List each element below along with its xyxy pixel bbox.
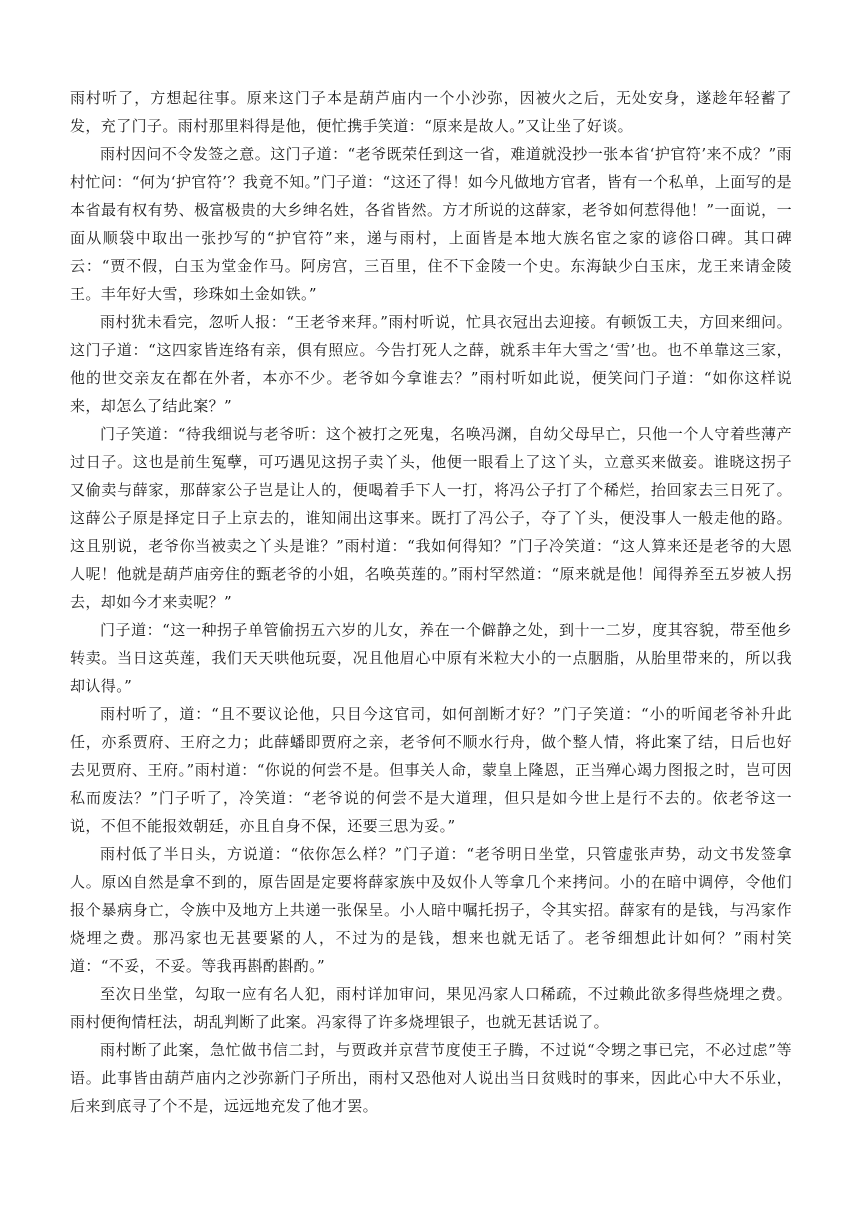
paragraph: 雨村断了此案，急忙做书信二封，与贾政并京营节度使王子腾，不过说“令甥之事已完，不必过虑”等语。此事皆由葫芦庙内之沙弥新门子所出，雨村又恐他对人说出当日贫贱时的事来，因此心中大不乐业，后来到底寻了个不是，远远地充发了他才罢。 — [70, 1041, 792, 1115]
paragraph: 至次日坐堂，勾取一应有名人犯，雨村详加审问，果见冯家人口稀疏，不过赖此欲多得些烧埋之费。雨村便徇情枉法，胡乱判断了此案。冯家得了许多烧埋银子，也就无甚话说了。 — [70, 985, 792, 1031]
paragraph: 雨村听了，道：“且不要议论他，只目今这官司，如何剖断才好？”门子笑道：“小的听闻老爷补升此任，亦系贾府、王府之力；此薛蟠即贾府之亲，老爷何不顺水行舟，做个整人情，将此案了结，日后也好去见贾府、王府。”雨村道：“你说的何尝不是。但事关人命，蒙皇上隆恩，正当殚心竭力图报之时，岂可因私而废法？”门子听了，冷笑道：“老爷说的何尝不是大道理，但只是如今世上是行不去的。依老爷这一说，不但不能报效朝廷，亦且自身不保，还要三思为妥。” — [70, 705, 792, 835]
paragraph: 雨村低了半日头，方说道：“依你怎么样？”门子道：“老爷明日坐堂，只管虚张声势，动文书发签拿人。原凶自然是拿不到的，原告固是定要将薛家族中及奴仆人等拿几个来拷问。小的在暗中调停，令他们报个暴病身亡，令族中及地方上共递一张保呈。小人暗中嘱托拐子，令其实招。薛家有的是钱，与冯家作烧埋之费。那冯家也无甚要紧的人，不过为的是钱，想来也就无话了。老爷细想此计如何？”雨村笑道：“不妥，不妥。等我再斟酌斟酌。” — [70, 845, 792, 975]
paragraph: 雨村听了，方想起往事。原来这门子本是葫芦庙内一个小沙弥，因被火之后，无处安身，遂趁年轻蓄了发，充了门子。雨村那里料得是他，便忙携手笑道：“原来是故人。”又让坐了好谈。 — [70, 89, 792, 135]
document-body — [70, 84, 792, 1120]
paragraph: 门子道：“这一种拐子单管偷拐五六岁的儿女，养在一个僻静之处，到十一二岁，度其容貌，带至他乡转卖。当日这英莲，我们天天哄他玩耍，况且他眉心中原有米粒大小的一点胭脂，从胎里带来的，所以我却认得。” — [70, 621, 792, 695]
paragraph: 雨村犹未看完，忽听人报：“王老爷来拜。”雨村听说，忙具衣冠出去迎接。有顿饭工夫，方回来细问。这门子道：“这四家皆连络有亲，俱有照应。今告打死人之薛，就系丰年大雪之‘雪’也。也不单靠这三家，他的世交亲友在都在外者，本亦不少。老爷如今拿谁去？”雨村听如此说，便笑问门子道：“如你这样说来，却怎么了结此案？” — [70, 313, 792, 415]
paragraph: 门子笑道：“待我细说与老爷听：这个被打之死鬼，名唤冯渊，自幼父母早亡，只他一个人守着些薄产过日子。这也是前生冤孽，可巧遇见这拐子卖丫头，他便一眼看上了这丫头，立意买来做妾。谁晓这拐子又偷卖与薛家，那薛家公子岂是让人的，便喝着手下人一打，将冯公子打了个稀烂，抬回家去三日死了。这薛公子原是择定日子上京去的，谁知闹出这事来。既打了冯公子，夺了丫头，便没事人一般走他的路。这且别说，老爷你当被卖之丫头是谁？”雨村道：“我如何得知？”门子冷笑道：“这人算来还是老爷的大恩人呢！他就是葫芦庙旁住的甄老爷的小姐，名唤英莲的。”雨村罕然道：“原来就是他！闻得养至五岁被人拐去，却如今才来卖呢？” — [70, 425, 792, 611]
paragraph: 雨村因问不令发签之意。这门子道：“老爷既荣任到这一省，难道就没抄一张本省‘护官符’来不成？”雨村忙问：“何为‘护官符’？我竟不知。”门子道：“这还了得！如今凡做地方官者，皆有一个私单，上面写的是本省最有权有势、极富极贵的大乡绅名姓，各省皆然。方才所说的这薛家，老爷如何惹得他！”一面说，一面从顺袋中取出一张抄写的“护官符”来，递与雨村，上面皆是本地大族名宦之家的谚俗口碑。其口碑云：“贾不假，白玉为堂金作马。阿房宫，三百里，住不下金陵一个史。东海缺少白玉床，龙王来请金陵王。丰年好大雪，珍珠如土金如铁。” — [70, 145, 792, 303]
